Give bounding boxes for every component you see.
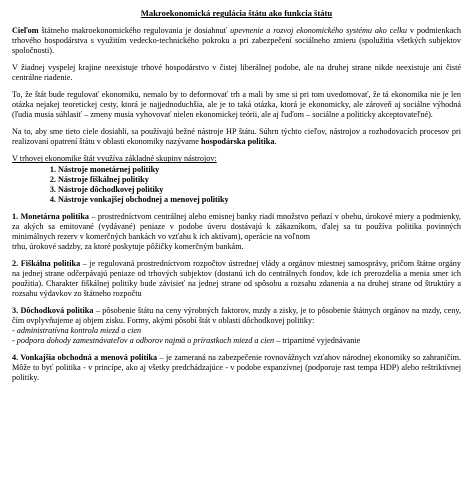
goal-text-1: štátneho makroekonomického regulovania je dosiahnuť xyxy=(38,26,231,36)
goal-term: Cieľom xyxy=(12,26,39,36)
income-item-2 xyxy=(12,336,461,346)
income-item-2-tail: – tripartitné vyjednávanie xyxy=(274,336,361,346)
instruments-list xyxy=(46,165,461,205)
list-item: 2. Nástroje fiškálnej politiky xyxy=(58,175,461,185)
policy-text-2: . xyxy=(274,137,277,147)
instruments-intro: V trhovej ekonomike štát využíva základné skupiny nástrojov: xyxy=(12,154,217,164)
monetary-heading: 1. Monetárna politika xyxy=(12,212,89,222)
goal-italic: upevnenie a rozvoj ekonomického systému ako celku xyxy=(230,26,407,36)
goal-text-2: v podmienkach trhového hospodárstva s využitím vedecko-technického pokroku a pri zabezpečení sociálneho zmieru (spolužitia všetkých subjektov spoločnosti). xyxy=(12,26,461,56)
foreign-heading: 4. Vonkajšia obchodná a menová politika xyxy=(12,353,158,363)
income-text: – pôsobenie štátu na ceny výrobných faktorov, mzdy a zisky, je to pôsobenie štátnych orgánov na mzdy, ceny, čím ovplyvňujeme aj objem zisku. Formy, akými pôsobí štát v oblasti dôchodkovej politiky: xyxy=(12,306,461,326)
goal-paragraph xyxy=(12,26,461,56)
monetary-text: – prostredníctvom centrálnej alebo emisnej banky riadi množstvo peňazí v obehu, úrokové miery a podmienky, za akých sa emitované (vydávané) peniaze v podobe úveru dostávajú k zákazníkom, ďalej sa tu používa politika povinných minimálnych rezerv v komerčných bankách vo vzťahu k ich aktívam), operácie na voľnom xyxy=(12,212,461,242)
income-item-2-italic: - podpora dohody zamestnávateľov a odborov najmä o prírastkoch miezd a cien xyxy=(12,336,275,346)
section-income xyxy=(12,306,461,346)
foreign-text: – je zameraná na zabezpečenie rovnovážnych vzťahov národnej ekonomiky so zahraničím. Môže to byť politika - v princípe, ako aj všetky predchádzajúce - v podobe expanzívnej (podporuje rast tempa HDP) alebo reštriktívnej politiky. xyxy=(12,353,461,383)
section-monetary xyxy=(12,212,461,252)
list-item: 4. Nástroje vonkajšej obchodnej a menovej politiky xyxy=(58,195,461,205)
list-item: 3. Nástroje dôchodkovej politiky xyxy=(58,185,461,195)
policy-text-1: Na to, aby sme tieto ciele dosiahli, sa používajú bežné nástroje HP štátu. Súhrn týchto cieľov, nástrojov a rozhodovacích procesov pri realizovaní opatrení štátu v oblasti ekonomiky nazývame xyxy=(12,127,461,147)
regulation-paragraph: To, že štát bude regulovať ekonomiku, nemalo by to deformovať trh a mali by sme si pri tom uvedomovať, že tá ekonomika nie je len otázka nejakej teoretickej cesty, ktorá je najjednoduchšia, ale je to taká otázka, ktorá je ekonomicky, ale zároveň aj sociálne výhodná (ľudia musia súhlasiť – zmeny musia vyhovovať nielen ekonomickej teórii, ale aj ľuďom – sociálne a politicky akceptovateľné). xyxy=(12,90,461,120)
policy-paragraph xyxy=(12,127,461,147)
monetary-line-2: trhu, úrokové sadzby, za ktoré poskytuje pôžičky komerčným bankám. xyxy=(12,242,244,252)
fiscal-heading: 2. Fiškálna politika xyxy=(12,259,81,269)
document-title: Makroekonomická regulácia štátu ako funkcia štátu xyxy=(140,8,333,18)
income-item-1: - administratívna kontrola miezd a cien xyxy=(12,326,142,336)
section-fiscal xyxy=(12,259,461,299)
income-heading: 3. Dôchodková politika xyxy=(12,306,94,316)
policy-bold-term: hospodárska politika xyxy=(200,137,275,147)
fiscal-text: – je regulovaná prostredníctvom rozpočtov ústrednej vlády a orgánov miestnej samosprávy, pričom štátne orgány na jednej strane odčerpávajú peniaze od trhových subjektov (dostanú ich do centrálnych fondov, kde ich prerozdelia a menia smer ich použitia). Charakter fiškálnej politiky bude závisieť na jednej strane od spôsobu a rozsahu zdanenia a na druhej strane od štruktúry a rozsahu výdavkov zo štátneho rozpočtu xyxy=(12,259,461,299)
market-paragraph: V žiadnej vyspelej krajine neexistuje trhové hospodárstvo v čistej liberálnej podobe, ale na druhej strane nikde neexistuje ani čisté centrálne riadenie. xyxy=(12,63,461,83)
section-foreign xyxy=(12,353,461,383)
list-item: 1. Nástroje monetárnej politiky xyxy=(58,165,461,175)
